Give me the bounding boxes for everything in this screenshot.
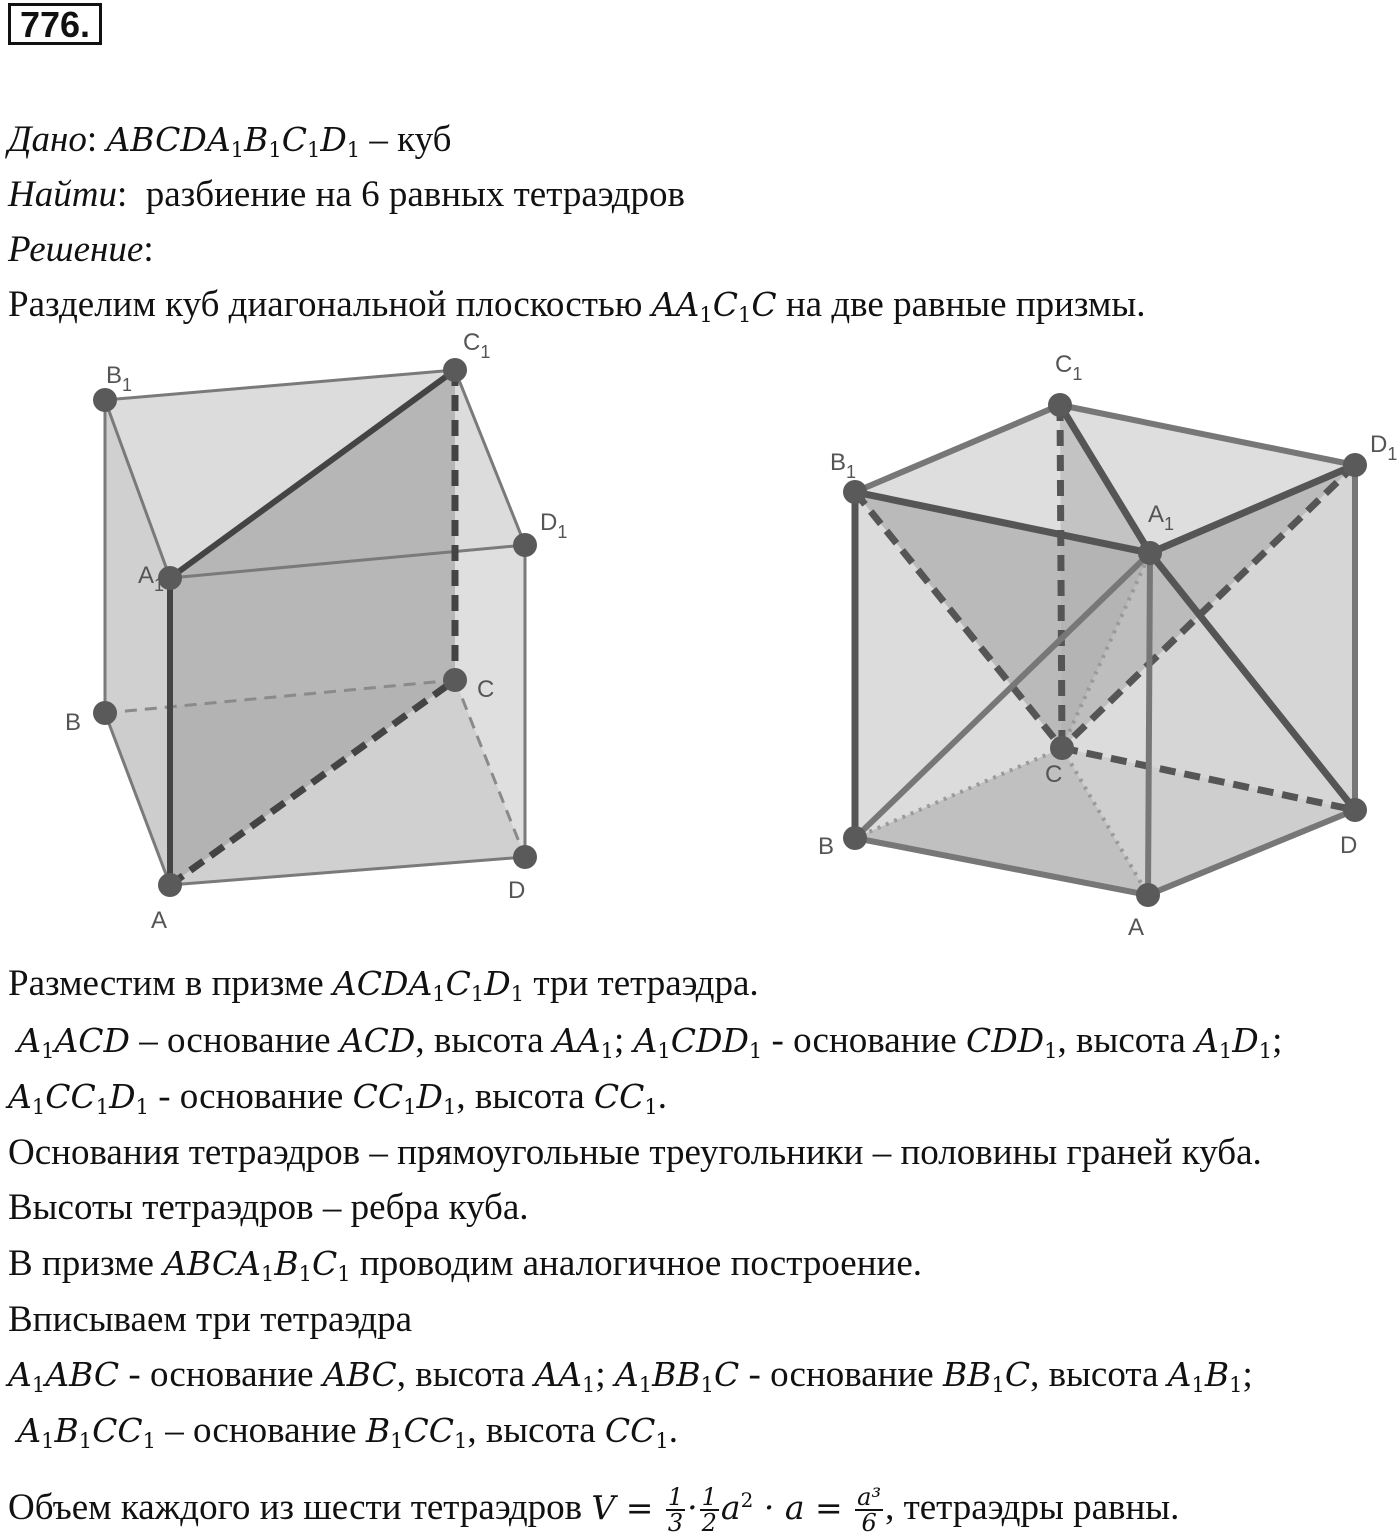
text-line-7 [8,1242,922,1296]
fig2-label-a1: $A_1$ [1148,501,1175,534]
text-line-4 [8,1075,667,1129]
line9-t1: - основание [119,1354,323,1395]
text-line-9 [8,1353,1253,1407]
formula-exp: 2 [740,1488,754,1512]
frac2-num: 1 [701,1483,717,1511]
line3-t6: ; [1272,1020,1283,1061]
tetra-a1b1cc1: $A_1B_1CC_1$ [17,1411,156,1453]
frac2-den: 2 [701,1509,717,1537]
text-line-6: Высоты тетраэдров – ребра куба. [8,1187,529,1228]
line11-post: , тетраэдры равны. [885,1487,1180,1528]
fig1-label-b: B [65,709,82,736]
fraction-1-3 [666,1485,685,1535]
line4-t2: , высота [456,1076,594,1117]
fig2-label-a: A [1128,914,1145,940]
text-line-11 [8,1478,1179,1535]
line2-pre: Разместим в призме [8,963,333,1004]
plane-aa1c1c: $AA_1C_1C$ [651,285,777,327]
find-label: Найти [8,174,117,215]
line10-t3: . [668,1410,679,1451]
tetra-a1cdd1: $A_1CDD_1$ [633,1021,763,1063]
base-b1cc1: $B_1CC_1$ [365,1411,468,1453]
fig1-label-d: D [508,877,526,904]
base-cdd1: $CDD_1$ [965,1021,1058,1063]
base-bb1c: $BB_1C$ [942,1355,1031,1397]
height-aa1-2: $AA_1$ [534,1355,596,1397]
fig1-label-b1: $B_1$ [106,362,133,395]
height-cc1-2: $CC_1$ [604,1411,669,1453]
find-line: Найти: разбиение на 6 равных тетраэдров [8,174,686,215]
height-a1b1: $A_1B_1$ [1167,1355,1243,1397]
base-cc1d1: $CC_1D_1$ [352,1077,457,1119]
fig1-label-d1: $D_1$ [540,509,568,542]
problem-number: 776. [8,3,102,45]
formula-v: V = [591,1488,654,1527]
line4-t3: . [657,1076,667,1117]
line10-t1: – основание [155,1410,366,1451]
figure-cube-six-tetrahedra [800,340,1400,940]
solution-line: Решение: [8,229,154,270]
line3-t2: , высота [415,1020,553,1061]
fig2-label-c1: $C_1$ [1055,351,1083,384]
given-line: Дано: $ABCDA_1B_1C_1D_1$ – куб [8,119,452,162]
line1-pre: Разделим куб диагональной плоскостью [8,284,652,325]
height-a1d1: $A_1D_1$ [1195,1021,1273,1063]
line10-t2: , высота [467,1410,605,1451]
line9-t5: , высота [1030,1354,1168,1395]
frac1-den: 3 [667,1509,684,1537]
text-line-10 [8,1409,678,1463]
fraction-1-2 [700,1485,719,1535]
fig1-label-c1: $C_1$ [463,330,491,362]
formula-dot: · [687,1488,698,1527]
text-line-5: Основания тетраэдров – прямоугольные треугольники – половины граней куба. [8,1132,1262,1173]
solution-label: Решение [8,229,144,270]
tetra-a1abc: $A_1ABC$ [8,1355,120,1397]
line3-t3: ; [614,1020,634,1061]
line9-t2: , высота [396,1354,535,1395]
given-rest: – куб [369,119,452,160]
formula-mid2: · a = [763,1488,843,1527]
frac3-den: 6 [861,1509,877,1537]
text-line-2 [8,962,759,1016]
height-cc1: $CC_1$ [593,1077,658,1119]
line11-pre: Объем каждого из шести тетраэдров [8,1487,592,1528]
fig2-label-c: C [1045,761,1063,788]
line9-t3: ; [595,1354,615,1395]
base-acd: ACD [339,1021,416,1060]
fig2-label-d1: $D_1$ [1370,431,1398,464]
line4-t1: - основание [148,1076,353,1117]
figure-cube-split-prism [50,330,610,940]
tetra-a1cc1d1: $A_1CC_1D_1$ [8,1077,149,1119]
fig1-label-a: A [151,907,168,934]
fig2-label-b1: $B_1$ [830,449,857,482]
frac3-num: a³ [857,1483,882,1511]
fig2-label-d: D [1340,832,1358,859]
line7-post: проводим аналогичное построение. [350,1243,922,1284]
prism-acda1c1d1: $ACDA_1C_1D_1$ [332,964,525,1006]
tetra-a1acd: $A_1ACD$ [17,1021,131,1063]
line2-post: три тетраэдра. [524,963,759,1004]
line9-t4: - основание [739,1354,943,1395]
height-aa1: $AA_1$ [552,1021,614,1063]
text-line-1 [8,283,1146,337]
formula-a: a [720,1488,741,1527]
text-line-8: Вписываем три тетраэдра [8,1299,413,1340]
given-label: Дано [8,119,87,160]
find-text: разбиение на 6 равных тетраэдров [145,174,686,215]
given-figure: $ABCDA_1B_1C_1D_1$ [106,120,361,162]
fraction-a3-6 [855,1485,883,1535]
volume-formula [591,1483,885,1537]
line7-pre: В призме [8,1243,164,1284]
prism-abca1b1c1: $ABCA_1B_1C_1$ [163,1244,351,1286]
fig2-label-b: B [818,833,835,860]
base-abc: ABC [322,1355,397,1394]
line3-t4: - основание [762,1020,966,1061]
tetra-a1bb1c: $A_1BB_1C$ [614,1355,740,1397]
fig1-label-c: C [477,676,495,703]
line1-post: на две равные призмы. [776,284,1146,325]
frac1-num: 1 [667,1483,684,1511]
text-line-3 [8,1019,1282,1073]
line3-t5: , высота [1057,1020,1196,1061]
fig1-label-a1: $A_1$ [138,562,165,595]
line9-t6: ; [1242,1354,1253,1395]
line3-t1: – основание [130,1020,340,1061]
